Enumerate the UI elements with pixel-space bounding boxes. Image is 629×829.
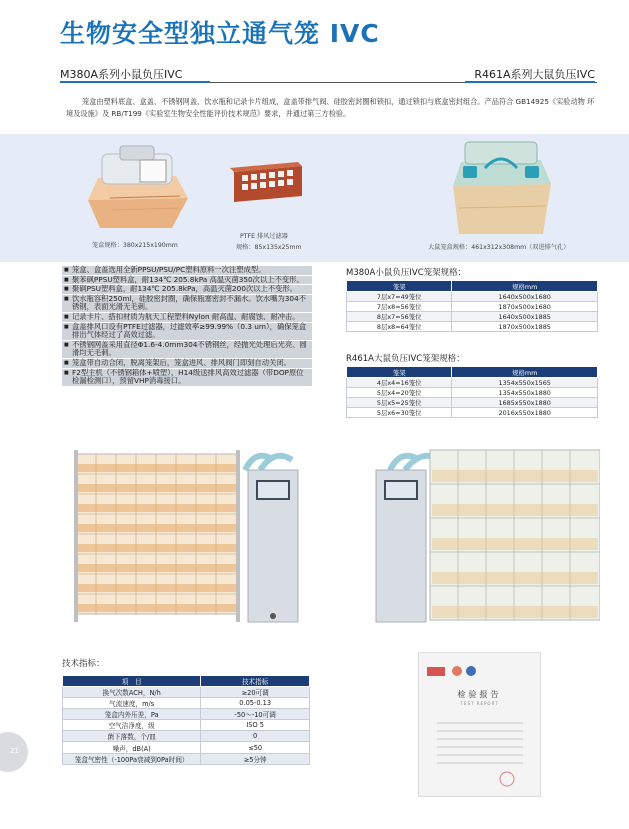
page-title: 生物安全型独立通气笼 IVC [60,19,380,48]
table-cell: 噪声，dB(A) [63,742,201,753]
feature-item: ■ 不锈钢网盖采用直径Φ1.6-4.0mm304不锈钢丝，经抛光处理后光亮、圆滑均无毛刺。 [62,341,312,358]
table-row [347,302,598,312]
table-cell: ≤50 [201,742,310,753]
feature-item: ■ 记录卡片、搭扣材质为航天工程塑料Nylon 耐高温、耐腐蚀、耐冲击。 [62,313,312,322]
feature-item: ■ 聚砜PSU塑料盒，耐134℃ 205.8kPa，高温灭菌200次以上不变形。 [62,285,312,294]
table-cell: 1354x550x1565 [452,378,598,388]
table-cell: 0 [201,731,310,742]
table-row [63,720,310,731]
intro-paragraph: 笼盒由塑料底盒、盒盖、不锈钢网盖、饮水瓶和记录卡片组成，盒盖带排气阀、硅胶密封圈和锁扣，通过锁扣与底盒密封组合。产品符合 GB14925《实验动物 环境及设施》及 RB/T199《实验室生物安全性能评价技术规范》要求，并通过第三方检验。 [66,97,595,118]
table-row [347,398,598,408]
table-cell: 8层x7=56笼位 [347,312,452,322]
table-cell: 笼盒内外压差，Pa [63,709,201,720]
table-cell: 8层x8=64笼位 [347,322,452,332]
mouse-cage-image [80,140,195,235]
table-cell: ISO 5 [201,720,310,731]
tech-spec-title: 技术指标： [62,659,105,669]
table-header: 规格mm [452,367,598,378]
subtitle-accent-left [60,81,210,83]
table-row [347,292,598,302]
report-subtitle: TEST REPORT [460,701,499,706]
table-cell: 1870x500x1680 [452,302,598,312]
table-cell: 5层x5=25笼位 [347,398,452,408]
subtitle-mouse-series: M380A系列小鼠负压IVC [60,68,183,81]
table-cell: 1870x500x1885 [452,322,598,332]
feature-item: ■ 饮水瓶容积250ml，硅胶密封圈，确保瓶塞密封不漏水。饮水嘴为304不锈钢，表面光滑无毛刺。 [62,295,312,312]
table-row [63,709,310,720]
filter-caption-size: 规格：85x135x25mm [236,244,302,251]
table-row [63,698,310,709]
table-cell: 空气洁净度，级 [63,720,201,731]
table-row [347,322,598,332]
table-cell: 1685x550x1880 [452,398,598,408]
table-header-row [347,281,598,292]
table-cell: 1640x500x1885 [452,312,598,322]
table-header-row [63,676,310,687]
table-cell: 笼盒气密性（-100Pa衰减到0Pa时间） [63,753,201,764]
table-row [347,312,598,322]
report-title: 检验报告 [457,690,502,699]
table-cell: 换气次数ACH，N/h [63,687,201,698]
table-header: 技术指标 [201,676,310,687]
table-cell: 菌下落数，个/皿 [63,731,201,742]
tech-spec-table [62,675,310,765]
table-row [63,687,310,698]
report-logos-icon [419,653,540,796]
table-row [347,378,598,388]
table-cell: 4层x4=16笼位 [347,378,452,388]
rat-cage-image [445,138,555,240]
table-cell: 5层x4=20笼位 [347,388,452,398]
m380-table-title: M380A小鼠负压IVC笼架规格： [346,268,467,278]
table-cell: ≥5分钟 [201,753,310,764]
table-cell: 7层x7=49笼位 [347,292,452,302]
table-cell: 1640x500x1680 [452,292,598,302]
table-header-row [347,367,598,378]
table-row [347,408,598,418]
r461-table-title: R461A大鼠负压IVC笼架规格： [346,354,465,364]
table-cell: 气流速度，m/s [63,698,201,709]
table-header: 笼架 [347,367,452,378]
ivc-rack-photos [60,440,600,630]
subtitle-accent-right [465,81,595,83]
feature-item: ■ 聚苯砜PPSU塑料盒，耐134℃ 205.8kPa 高温灭菌350次以上不变形。 [62,276,312,285]
feature-item: ■ 笼盒带自动合闭，脱离笼架后，笼盒进风、排风阀门即刻自动关闭。 [62,359,312,368]
table-cell: -50～-10可调 [201,709,310,720]
table-header: 规格mm [452,281,598,292]
table-cell: ≥20可调 [201,687,310,698]
large-cage-caption: 大鼠笼盒规格：461x312x308mm（双进排气孔） [428,244,570,251]
table-cell: 5层x6=30笼位 [347,408,452,418]
feature-list [62,266,312,387]
ptfe-filter-image [228,158,308,208]
table-row [63,742,310,753]
m380-spec-table [346,280,598,332]
table-cell: 7层x8=56笼位 [347,302,452,312]
page-number: 21 [10,747,19,755]
table-row [63,731,310,742]
table-row [347,388,598,398]
small-cage-caption: 笼盒规格：380x215x190mm [92,242,178,249]
r461-spec-table [346,366,598,418]
table-cell: 0.05-0.13 [201,698,310,709]
filter-caption-name: PTFE 排风过滤器 [240,233,288,240]
table-header: 项 目 [63,676,201,687]
feature-item: ■ 盒盖排风口设有PTFE过滤器，过滤效率≥99.99%（0.3 um），确保笼盒排出气体经过了高效过滤。 [62,323,312,340]
test-report-image [418,652,541,797]
table-cell: 1354x550x1880 [452,388,598,398]
table-header: 笼架 [347,281,452,292]
table-cell: 2016x550x1880 [452,408,598,418]
table-row [63,753,310,764]
subtitle-rat-series: R461A系列大鼠负压IVC [474,68,595,81]
feature-item: ■ 笼盒、盒盖选用全新PPSU/PSU/PC塑料原料一次注塑成型。 [62,266,312,275]
page-number-badge [0,732,28,772]
feature-item: ■ F2型主机（不锈钢箱体+喷塑），H14级送排风高效过滤器（带DOP原位检漏检测口），预留VHP消毒接口。 [62,369,312,386]
